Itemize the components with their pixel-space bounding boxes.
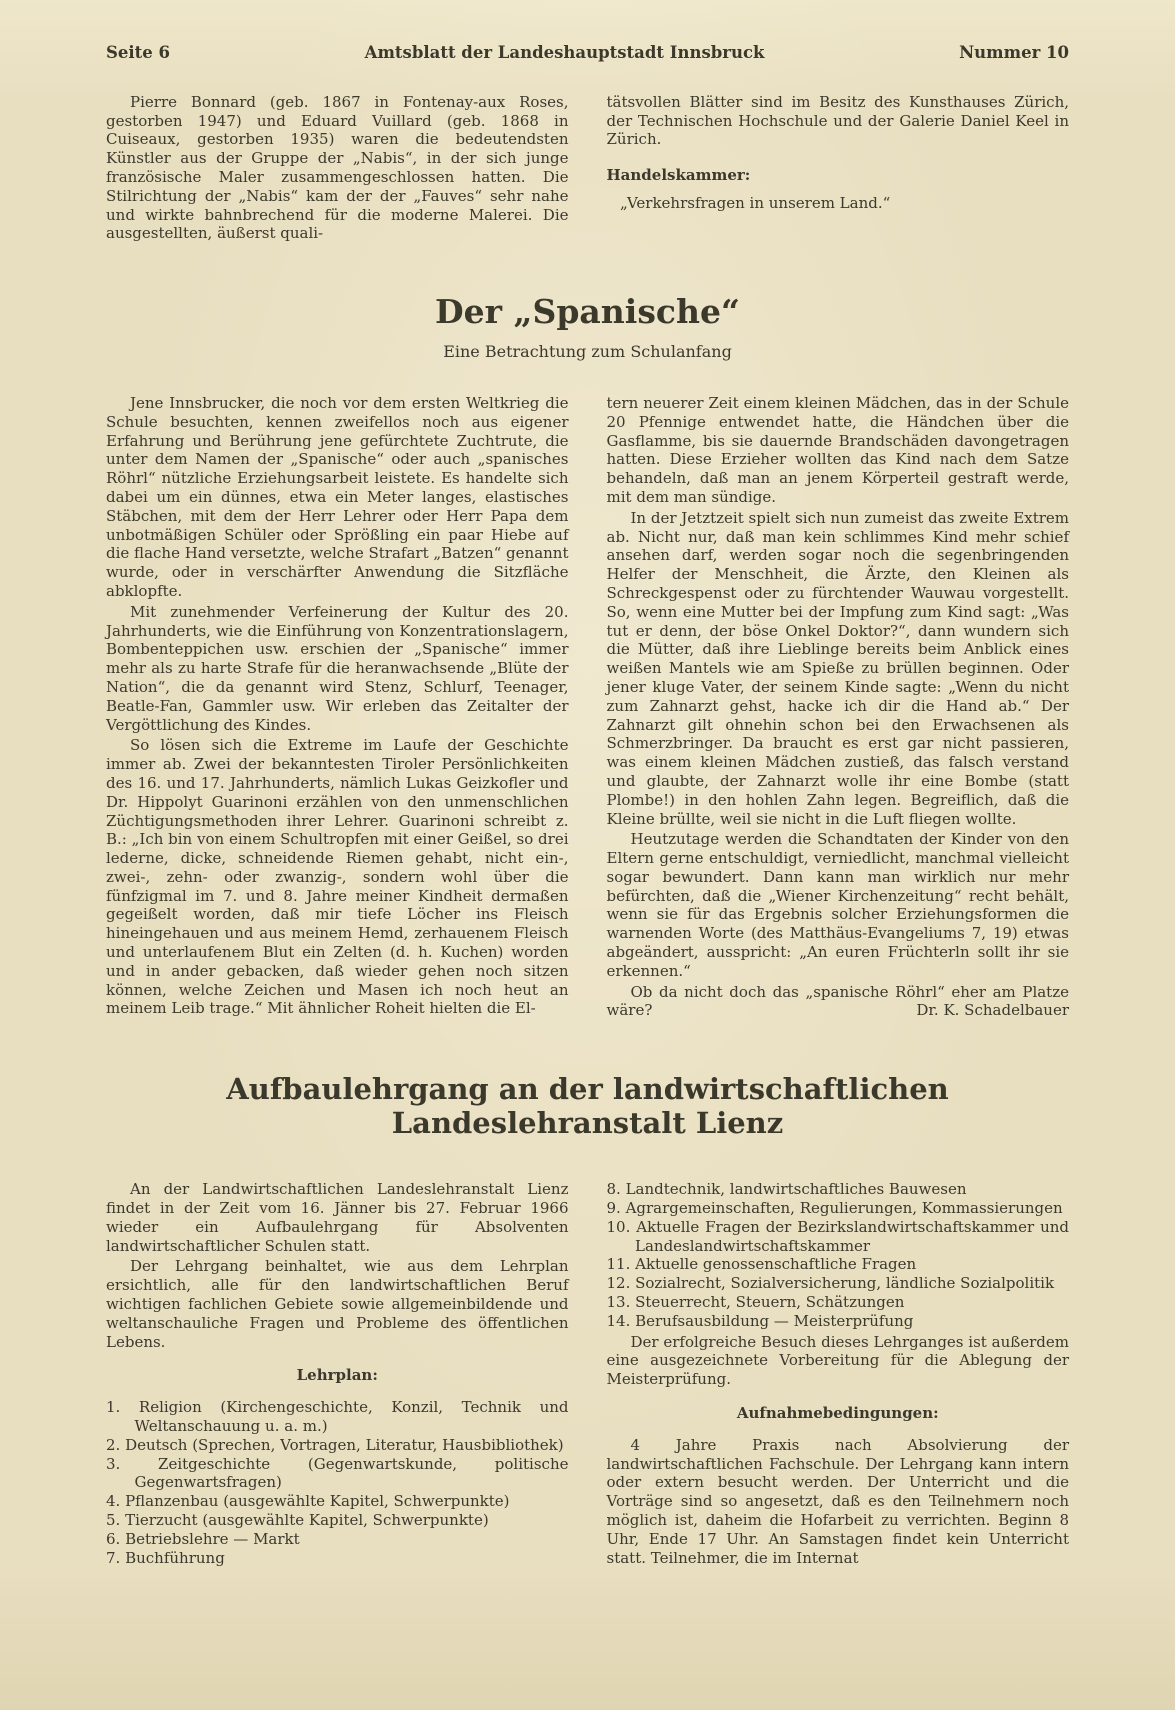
list-item: 4. Pflanzenbau (ausgewählte Kapitel, Schwerpunkte) <box>106 1492 510 1511</box>
list-item: 12. Sozialrecht, Sozialversicherung, ländliche Sozialpolitik <box>606 1274 1055 1293</box>
paragraph: tätsvollen Blätter sind im Besitz des Kunsthauses Zürich, der Technischen Hochschule und der Galerie Daniel Keel in Zürich. <box>606 92 1069 149</box>
list-item: 3. Zeitgeschichte (Gegenwartskunde, politische Gegenwartsfragen) <box>106 1454 569 1492</box>
paragraph: 4 Jahre Praxis nach Absolvierung der landwirtschaftlichen Fachschule. Der Lehrgang kann intern oder extern besucht werden. Der Unterricht und die Vorträge sind so angesetzt, daß es den Teilnehmern noch möglich ist, daheim die Hofarbeit zu verrichten. Beginn 8 Uhr, Ende 17 Uhr. An Samstagen findet kein Unterricht statt. Teilnehmer, die im Internat <box>606 1435 1069 1567</box>
section-heading-lehrplan: Lehrplan: <box>296 1366 378 1385</box>
paragraph: In der Jetztzeit spielt sich nun zumeist das zweite Extrem ab. Nicht nur, daß man kein schlimmes Kind mehr schief ansehen darf, werden sogar noch die segenbringenden Helfer der Menschheit, die Ärzte, den Kleinen als Schreckgespenst oder zu fürchtender Wauwau vorgestellt. So, wenn eine Mutter bei der Impfung zum Kind sagt: „Was tut er denn, der böse Onkel Doktor?“, dann wundern sich die Mütter, daß ihre Lieblinge bereits beim Anblick eines weißen Mantels wie am Spieße zu brüllen beginnen. Oder jener kluge Vater, der seinem Kinde sagte: „Wenn du nicht zum Zahnarzt gehst, hacke ich dir die Hand ab.“ Der Zahnarzt gilt ohnehin schon bei den Erwachsenen als Schmerzbringer. Da braucht es erst gar nicht passieren, was einem kleinen Mädchen zustieß, das falsch verstand und glaubte, der Zahnarzt wolle ihr eine Bombe (statt Plombe!) in den hohlen Zahn legen. Begreiflich, daß die Kleine brüllte, weil sie nicht in die Luft fliegen wollte. <box>606 508 1069 828</box>
list-item: 2. Deutsch (Sprechen, Vortragen, Literatur, Hausbibliothek) <box>106 1435 564 1454</box>
paragraph: tern neuerer Zeit einem kleinen Mädchen, das in der Schule 20 Pfennige entwendet hatte, die Händchen über die Gasflamme, bis sie dauernde Brandschäden davongetragen hatten. Diese Erzieher wollten das Kind nach dem Satze behandeln, daß man an jenem Körperteil gestraft werde, mit dem man sündige. <box>606 393 1069 506</box>
article-right-column <box>607 394 1070 1020</box>
header-spacer <box>106 63 1069 93</box>
article-left-column <box>106 394 569 1020</box>
list-item: 14. Berufsausbildung — Meisterprüfung <box>606 1311 914 1330</box>
list-item: 5. Tierzucht (ausgewählte Kapitel, Schwerpunkte) <box>106 1511 489 1530</box>
top-left-column <box>106 93 569 243</box>
paragraph: Jene Innsbrucker, die noch vor dem ersten Weltkrieg die Schule besuchten, kennen zweifellos noch aus eigener Erfahrung und Berührung jene gefürchtete Zuchtrute, die unter dem Namen der „Spanische“ oder auch „spanisches Röhrl“ nützliche Erziehungsarbeit leistete. Es handelte sich dabei um ein dünnes, etwa ein Meter langes, elastisches Stäbchen, mit dem der Herr Lehrer oder Herr Papa dem unbotmäßigen Schüler oder Sprößling ein paar Hiebe auf die flache Hand versetzte, welche Strafart „Batzen“ genannt wurde, oder in verschärfter Anwendung die Sitzfläche abklopfte. <box>106 393 569 600</box>
paragraph: Pierre Bonnard (geb. 1867 in Fontenay-aux Roses, gestorben 1947) und Eduard Vuillard (geb. 1868 in Cuiseaux, gestorben 1935) waren die bedeutendsten Künstler aus der Gruppe der „Nabis“, in der sich junge französische Maler zusammengeschlossen hatten. Die Stilrichtung der „Nabis“ kam der der „Fauves“ sehr nahe und wirkte bahnbrechend für die moderne Malerei. Die ausgestellten, äußerst quali- <box>106 92 569 243</box>
paragraph: An der Landwirtschaftlichen Landeslehranstalt Lienz findet in der Zeit vom 16. Jänner bis 27. Februar 1966 wieder ein Aufbaulehrgang für Absolventen landwirtschaftlicher Schulen statt. <box>106 1180 569 1255</box>
article-right-column <box>607 1180 1070 1567</box>
paragraph: Mit zunehmender Verfeinerung der Kultur des 20. Jahrhunderts, wie die Einführung von Konzentrationslagern, Bombenteppichen usw. erschien der „Spanische“ immer mehr als zu harte Strafe für die heranwachsende „Blüte der Nation“, die da genannt wird Stenz, Schlurf, Teenager, Beatle-Fan, Gammler usw. Wir erleben das Zeitalter der Vergöttlichung des Kindes. <box>106 602 569 734</box>
list-item: 9. Agrargemeinschaften, Regulierungen, Kommassierungen <box>606 1199 1063 1218</box>
article-der-spanische <box>106 293 1069 1020</box>
article-title: Aufbaulehrgang an der landwirtschaftlichen Landeslehranstalt Lienz <box>226 1072 949 1141</box>
quote-paragraph: „Verkehrsfragen in unserem Land.“ <box>620 193 891 212</box>
list-item: 1. Religion (Kirchengeschichte, Konzil, Technik und Weltanschauung u. a. m.) <box>106 1398 569 1436</box>
article-subtitle: Eine Betrachtung zum Schulanfang <box>443 342 732 362</box>
list-item: 10. Aktuelle Fragen der Bezirkslandwirtschaftskammer und Landeslandwirtschaftskammer <box>606 1217 1069 1255</box>
page-header <box>106 44 1069 63</box>
top-right-column <box>607 93 1070 243</box>
article-aufbaulehrgang <box>106 1072 1069 1567</box>
paragraph: Ob da nicht doch das „spanische Röhrl“ eher am Platze wäre? <box>606 982 1069 1020</box>
article-body <box>106 394 1069 1020</box>
page-number: Seite 6 <box>106 43 171 62</box>
masthead-title: Amtsblatt der Landeshauptstadt Innsbruck <box>364 43 765 62</box>
list-item: 11. Aktuelle genossenschaftliche Fragen <box>606 1255 917 1274</box>
article-body <box>106 1180 1069 1567</box>
paragraph: Heutzutage werden die Schandtaten der Kinder von den Eltern gerne entschuldigt, verniedlicht, manchmal vielleicht sogar bewundert. Dann kann man wirklich nur mehr befürchten, daß die „Wiener Kirchenzeitung“ recht behält, wenn sie für das Ergebnis solcher Erziehungsformen die warnenden Worte (des Matthäus-Evangeliums 7, 19) etwas abgeändert, ausspricht: „An euren Früchterln sollt ihr sie erkennen.“ <box>606 830 1069 980</box>
list-item: 8. Landtechnik, landwirtschaftliches Bauwesen <box>606 1180 967 1199</box>
list-item: 6. Betriebslehre — Markt <box>106 1529 300 1548</box>
section-heading-aufnahmebedingungen: Aufnahmebedingungen: <box>736 1404 939 1423</box>
article-title: Der „Spanische“ <box>435 292 740 332</box>
article-left-column <box>106 1180 569 1567</box>
paragraph: Der erfolgreiche Besuch dieses Lehrganges ist außerdem eine ausgezeichnete Vorbereitung für die Ablegung der Meisterprüfung. <box>606 1332 1069 1389</box>
paragraph: Der Lehrgang beinhaltet, wie aus dem Lehrplan ersichtlich, alle für den landwirtschaftlichen Beruf wichtigen fachlichen Gebiete sowie allgemeinbildende und weltanschauliche Fragen und Probleme des öffentlichen Lebens. <box>106 1257 569 1351</box>
list-item: 7. Buchführung <box>106 1548 225 1567</box>
issue-number: Nummer 10 <box>959 43 1069 62</box>
list-item: 13. Steuerrecht, Steuern, Schätzungen <box>606 1293 905 1312</box>
paragraph: So lösen sich die Extreme im Laufe der Geschichte immer ab. Zwei der bekanntesten Tiroler Persönlichkeiten des 16. und 17. Jahrhunderts, nämlich Lukas Geizkofler und Dr. Hippolyt Guarinoni erzählen von den unmenschlichen Züchtigungsmethoden ihrer Lehrer. Guarinoni schreibt z. B.: „Ich bin von einem Schultropfen mit einer Geißel, so drei lederne, dicke, schneidende Riemen gehabt, nicht ein-, zwei-, zehn- oder zwanzig-, sondern wohl über die fünfzigmal im 7. und 8. Jahre meiner Kindheit dermaßen gegeißelt worden, daß mir tiefe Löcher ins Fleisch hineingehauen und aus meinem Hemd, zerhauenem Fleisch und unterlaufenem Blut ein Zelten (d. h. Kuchen) worden und in ander gebacken, daß wieder gehen noch sitzen können, welche Zeichen und Masen ich noch heut an meinem Leib trage.“ Mit ähnlicher Roheit hielten die El- <box>106 736 569 1018</box>
section-heading-handelskammer: Handelskammer: <box>606 166 751 185</box>
author-signature: Dr. K. Schadelbauer <box>916 1001 1069 1020</box>
top-article-continuation <box>106 93 1069 243</box>
